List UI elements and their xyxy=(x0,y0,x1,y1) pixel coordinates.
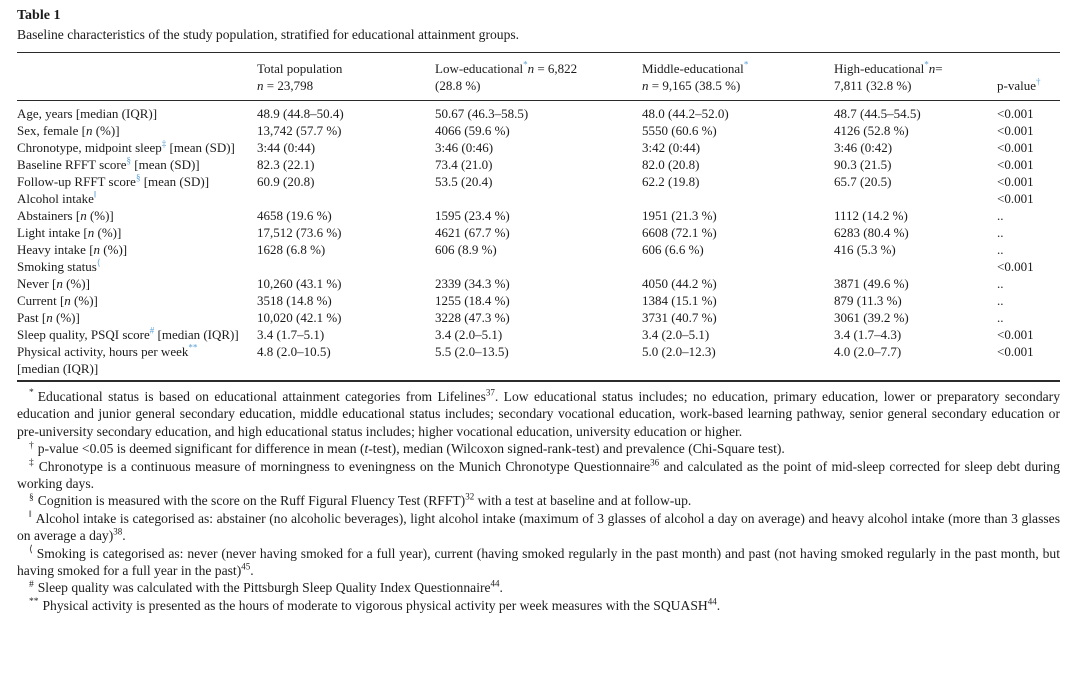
text-segment: n xyxy=(93,242,101,257)
row-label xyxy=(17,275,257,292)
text-segment: (28.8 %) xyxy=(435,78,481,93)
cell-value: 90.3 (21.5) xyxy=(834,157,892,172)
cell-value: 82.0 (20.8) xyxy=(642,157,700,172)
footnote-symbol: § xyxy=(135,173,141,183)
text-segment: p-value xyxy=(997,78,1036,93)
footnote-marker: ⟨ xyxy=(29,545,33,556)
cell-value: 1112 (14.2 %) xyxy=(834,208,908,223)
cell-pvalue: <0.001 xyxy=(997,344,1034,359)
cell-value xyxy=(834,258,997,275)
row-label xyxy=(17,292,257,309)
cell-value: 1628 (6.8 %) xyxy=(257,242,326,257)
text-segment: Physical activity is presented as the hours of moderate to vigorous physical activity per week measures with the SQUASH xyxy=(42,597,708,613)
table-caption: Baseline characteristics of the study population, stratified for educational attainment groups. xyxy=(17,27,520,42)
table-title: Table 1 xyxy=(17,8,61,23)
column-header xyxy=(17,53,257,101)
cell-value: 4066 (59.6 %) xyxy=(435,123,510,138)
footnote-marker: ** xyxy=(29,597,39,608)
text-segment: [mean (SD)] xyxy=(140,174,210,189)
column-header xyxy=(642,53,834,101)
row-label xyxy=(17,156,257,173)
header-line xyxy=(257,60,425,77)
footnote-symbol: * xyxy=(523,59,528,70)
cell-value: 73.4 (21.0) xyxy=(435,157,493,172)
text-segment: = 9,165 (38.5 %) xyxy=(648,78,741,93)
cell-value: 5.5 (2.0–13.5) xyxy=(435,344,509,359)
row-label xyxy=(17,190,257,207)
text-segment: High-educational xyxy=(834,61,925,76)
cell-value: 4050 (44.2 %) xyxy=(642,276,717,291)
cell-value: 4126 (52.8 %) xyxy=(834,123,909,138)
table-row xyxy=(17,101,1060,123)
text-segment: . xyxy=(250,563,254,579)
column-header xyxy=(997,53,1060,101)
cell-pvalue: <0.001 xyxy=(997,327,1034,342)
header-line xyxy=(834,77,987,94)
footnote-marker: † xyxy=(29,440,34,451)
text-segment: n xyxy=(80,208,87,223)
cell-value: 5550 (60.6 %) xyxy=(642,123,717,138)
cell-value xyxy=(257,258,435,275)
cell-value: 606 (8.9 %) xyxy=(435,242,497,257)
text-segment: (%)] xyxy=(62,276,90,291)
text-segment: Total population xyxy=(257,61,343,76)
footnote xyxy=(17,458,1060,493)
table-body xyxy=(17,101,1060,382)
text-segment: Cognition is measured with the score on the Ruff Figural Fluency Test (RFFT) xyxy=(37,493,466,509)
text-segment: Chronotype is a continuous measure of morningness to eveningness on the Munich Chronotype Questionnaire xyxy=(38,458,651,474)
row-label xyxy=(17,207,257,224)
text-segment: Middle-educational xyxy=(642,61,744,76)
text-segment: = 23,798 xyxy=(263,78,314,93)
cell-value: 4658 (19.6 %) xyxy=(257,208,332,223)
header-line xyxy=(834,60,987,77)
table-row xyxy=(17,173,1060,190)
header-line xyxy=(642,77,824,94)
table-footnotes xyxy=(17,388,1060,614)
text-segment: 44 xyxy=(707,596,717,607)
table-row xyxy=(17,207,1060,224)
footnote xyxy=(17,510,1060,545)
text-segment: Past [ xyxy=(17,310,47,325)
text-segment: n xyxy=(87,225,95,240)
cell-value: 4621 (67.7 %) xyxy=(435,225,510,240)
text-segment: Sleep quality, PSQI score xyxy=(17,327,150,342)
text-segment: (%)] xyxy=(70,293,98,308)
cell-value: 3.4 (2.0–5.1) xyxy=(435,327,503,342)
cell-pvalue: .. xyxy=(997,225,1004,240)
text-segment: with a test at baseline and at follow-up. xyxy=(474,493,692,509)
footnote-symbol: # xyxy=(149,326,155,336)
cell-value: 4.0 (2.0–7.7) xyxy=(834,344,902,359)
cell-value: 1595 (23.4 %) xyxy=(435,208,510,223)
footnote xyxy=(17,597,1060,614)
cell-value: 6608 (72.1 %) xyxy=(642,225,717,240)
text-segment: Educational status is based on educational attainment categories from Lifelines xyxy=(37,389,486,404)
footnote xyxy=(17,440,1060,457)
header-line xyxy=(997,77,1060,94)
cell-value: 3:44 (0:44) xyxy=(257,140,316,155)
text-segment: [mean (SD)] xyxy=(131,157,200,172)
cell-value: 5.0 (2.0–12.3) xyxy=(642,344,716,359)
text-segment: n xyxy=(527,61,535,76)
cell-value: 53.5 (20.4) xyxy=(435,174,493,189)
cell-pvalue: .. xyxy=(997,242,1004,257)
text-segment: (%)] xyxy=(94,225,122,240)
text-segment: Smoking status xyxy=(17,259,97,274)
text-segment: Sex, female [ xyxy=(17,123,86,138)
cell-value: 1384 (15.1 %) xyxy=(642,293,717,308)
cell-value: 4.8 (2.0–10.5) xyxy=(257,344,331,359)
row-label xyxy=(17,101,257,123)
text-segment: [median (IQR)] xyxy=(17,361,99,376)
footnote xyxy=(17,492,1060,509)
text-segment: n xyxy=(85,123,93,138)
header-line xyxy=(257,77,425,94)
text-segment: (%)] xyxy=(52,310,80,325)
footnote-symbol: ‖ xyxy=(93,190,97,200)
text-segment: n xyxy=(928,61,936,76)
table-row xyxy=(17,275,1060,292)
cell-value: 3:42 (0:44) xyxy=(642,140,701,155)
footnote-symbol: † xyxy=(1035,76,1041,87)
cell-value: 3:46 (0:42) xyxy=(834,140,893,155)
text-segment: t xyxy=(364,441,369,457)
cell-pvalue: .. xyxy=(997,293,1004,308)
footnote-symbol: ‡ xyxy=(161,139,167,149)
row-label xyxy=(17,326,257,343)
text-segment: Heavy intake [ xyxy=(17,242,94,257)
column-header xyxy=(257,53,435,101)
footnote-symbol: § xyxy=(126,156,132,166)
header-line xyxy=(642,60,824,77)
cell-value: 606 (6.6 %) xyxy=(642,242,704,257)
text-segment: . xyxy=(716,597,721,613)
footnote-symbol: ** xyxy=(188,343,198,353)
text-segment: 7,811 (32.8 %) xyxy=(834,78,912,93)
cell-value: 48.9 (44.8–50.4) xyxy=(257,106,344,121)
cell-value: 879 (11.3 %) xyxy=(834,293,902,308)
footnote-marker: ‡ xyxy=(29,458,35,469)
header-line xyxy=(435,77,632,94)
footnote-symbol: ⟨ xyxy=(96,258,101,268)
cell-pvalue: .. xyxy=(997,208,1004,223)
cell-pvalue: <0.001 xyxy=(997,259,1034,274)
cell-pvalue: <0.001 xyxy=(997,123,1034,138)
cell-value: 13,742 (57.7 %) xyxy=(257,123,342,138)
text-segment: . xyxy=(499,580,503,596)
row-label xyxy=(17,309,257,326)
cell-value xyxy=(257,190,435,207)
table-header xyxy=(17,53,1060,101)
cell-value: 17,512 (73.6 %) xyxy=(257,225,342,240)
table-row xyxy=(17,258,1060,275)
row-label xyxy=(17,258,257,275)
cell-pvalue: .. xyxy=(997,276,1004,291)
cell-value: 6283 (80.4 %) xyxy=(834,225,909,240)
cell-pvalue: <0.001 xyxy=(997,174,1034,189)
text-segment: . Low educational status includes; no education, primary education, lower or preparatory secondary education and junior general secondary education, middle educational status includes; secondary vocational education, work-based learning pathway, senior general secondary education or pre-university secondary education, and high educational status includes; higher vocational education, university education or higher. xyxy=(17,389,1060,439)
cell-pvalue: <0.001 xyxy=(997,157,1034,172)
row-label xyxy=(17,343,257,381)
row-label xyxy=(17,122,257,139)
text-segment: = xyxy=(935,61,943,76)
text-segment: Chronotype, midpoint sleep xyxy=(17,140,162,155)
text-segment: 38 xyxy=(113,526,123,537)
cell-value: 65.7 (20.5) xyxy=(834,174,892,189)
footnote xyxy=(17,388,1060,440)
text-segment: p-value <0.05 is deemed significant for difference in mean ( xyxy=(37,441,365,457)
cell-value: 10,260 (43.1 %) xyxy=(257,276,342,291)
text-segment: Follow-up RFFT score xyxy=(17,174,136,189)
text-segment: (%)] xyxy=(100,242,128,257)
text-segment: (%)] xyxy=(86,208,114,223)
row-label xyxy=(17,241,257,258)
cell-value: 48.7 (44.5–54.5) xyxy=(834,106,921,121)
text-segment: Abstainers [ xyxy=(17,208,81,223)
table-row xyxy=(17,326,1060,343)
header-row xyxy=(17,53,1060,101)
cell-value: 3518 (14.8 %) xyxy=(257,293,332,308)
cell-value: 3.4 (1.7–5.1) xyxy=(257,327,325,342)
cell-value: 416 (5.3 %) xyxy=(834,242,896,257)
text-segment: Light intake [ xyxy=(17,225,88,240)
text-segment: 44 xyxy=(490,578,500,589)
cell-value xyxy=(834,190,997,207)
table-row xyxy=(17,156,1060,173)
cell-value: 2339 (34.3 %) xyxy=(435,276,510,291)
footnote-marker: ‖ xyxy=(29,510,32,521)
text-segment: n xyxy=(56,276,63,291)
text-segment: [median (IQR)] xyxy=(154,327,239,342)
column-header xyxy=(435,53,642,101)
cell-value: 3.4 (1.7–4.3) xyxy=(834,327,902,342)
cell-value: 3061 (39.2 %) xyxy=(834,310,909,325)
table-row xyxy=(17,241,1060,258)
cell-value: 50.67 (46.3–58.5) xyxy=(435,106,529,121)
text-segment: Never [ xyxy=(17,276,57,291)
text-segment: Alcohol intake xyxy=(17,191,94,206)
cell-value: 3228 (47.3 %) xyxy=(435,310,510,325)
cell-value xyxy=(435,190,642,207)
text-segment: 32 xyxy=(465,491,475,502)
text-segment: . xyxy=(122,528,126,544)
text-segment: Smoking is categorised as: never (never having smoked for a full year), current (having smoked regularly in the past month) and past (not having smoked regularly in the past month, but having smoked for a full year in the past) xyxy=(17,545,1060,579)
text-segment: Age, years [median (IQR)] xyxy=(17,106,158,121)
footnote-marker: § xyxy=(29,492,34,503)
footnote-marker: * xyxy=(29,388,34,399)
text-segment: [mean (SD)] xyxy=(166,140,235,155)
text-segment: 36 xyxy=(650,457,660,468)
row-label xyxy=(17,139,257,156)
table-row xyxy=(17,343,1060,381)
cell-value: 3731 (40.7 %) xyxy=(642,310,717,325)
cell-pvalue: <0.001 xyxy=(997,140,1034,155)
cell-value xyxy=(642,190,834,207)
text-segment: and calculated as the point of mid-sleep corrected for sleep debt during working days. xyxy=(17,458,1061,492)
text-segment: (%)] xyxy=(92,123,120,138)
text-segment: Alcohol intake is categorised as: abstainer (no alcoholic beverages), light alcohol intake (maximum of 3 glasses of alcohol a day on average) and heavy alcohol intake (more than 3 glasses on average a day) xyxy=(17,510,1060,544)
cell-value: 48.0 (44.2–52.0) xyxy=(642,106,729,121)
column-header xyxy=(834,53,997,101)
text-segment: Low-educational xyxy=(435,61,524,76)
cell-value: 82.3 (22.1) xyxy=(257,157,315,172)
cell-value xyxy=(435,258,642,275)
text-segment: n xyxy=(257,78,264,93)
cell-value: 60.9 (20.8) xyxy=(257,174,315,189)
header-line xyxy=(435,60,632,77)
text-segment: Current [ xyxy=(17,293,65,308)
row-label xyxy=(17,173,257,190)
text-segment: n xyxy=(46,310,53,325)
cell-pvalue: <0.001 xyxy=(997,106,1034,121)
table-row xyxy=(17,224,1060,241)
text-segment: 45 xyxy=(241,561,251,572)
footnote xyxy=(17,545,1060,580)
baseline-characteristics-table xyxy=(17,52,1060,382)
row-label xyxy=(17,224,257,241)
table-row xyxy=(17,190,1060,207)
table-row xyxy=(17,139,1060,156)
footnote-marker: # xyxy=(29,579,34,590)
footnote-symbol: * xyxy=(743,59,749,70)
table-row xyxy=(17,292,1060,309)
cell-value: 3871 (49.6 %) xyxy=(834,276,909,291)
cell-value: 1951 (21.3 %) xyxy=(642,208,717,223)
table-row xyxy=(17,122,1060,139)
table-row xyxy=(17,309,1060,326)
text-segment: Physical activity, hours per week xyxy=(17,344,189,359)
text-segment: -test), median (Wilcoxon signed-rank-test) and prevalence (Chi-Square test). xyxy=(368,441,785,457)
footnote xyxy=(17,579,1060,596)
cell-value xyxy=(642,258,834,275)
cell-value: 3:46 (0:46) xyxy=(435,140,494,155)
text-segment: 37 xyxy=(485,387,495,398)
text-segment: n xyxy=(64,293,71,308)
text-segment: Sleep quality was calculated with the Pittsburgh Sleep Quality Index Questionnaire xyxy=(37,580,491,596)
text-segment: n xyxy=(642,78,649,93)
text-segment: Baseline RFFT score xyxy=(17,157,127,172)
text-segment: = 6,822 xyxy=(534,61,578,76)
footnote-symbol: * xyxy=(924,59,929,70)
cell-value: 1255 (18.4 %) xyxy=(435,293,510,308)
cell-pvalue: .. xyxy=(997,310,1004,325)
cell-value: 62.2 (19.8) xyxy=(642,174,700,189)
cell-value: 3.4 (2.0–5.1) xyxy=(642,327,710,342)
cell-value: 10,020 (42.1 %) xyxy=(257,310,342,325)
cell-pvalue: <0.001 xyxy=(997,191,1034,206)
